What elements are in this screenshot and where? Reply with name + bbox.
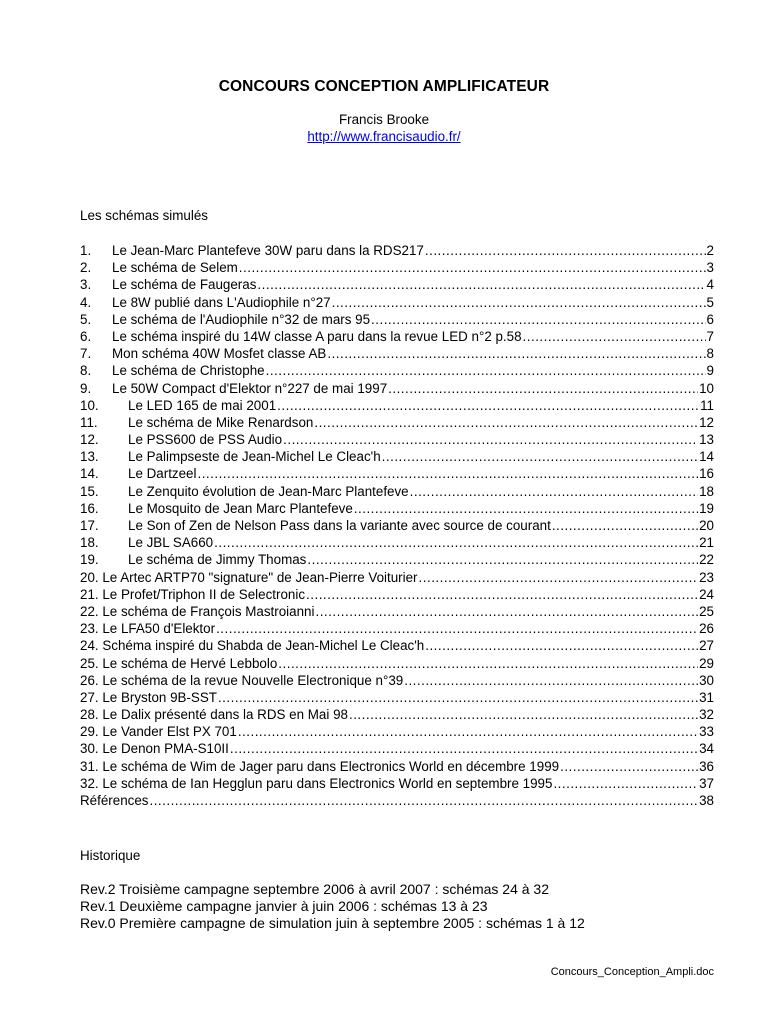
toc-entry[interactable] [80, 517, 714, 534]
toc-entry-title: Le Palimpseste de Jean-Michel Le Cleac'h [128, 449, 381, 465]
toc-entry[interactable] [80, 328, 714, 345]
toc-entry[interactable] [80, 569, 714, 586]
toc-entry[interactable] [80, 242, 714, 259]
toc-entry-number: 10. [80, 397, 99, 413]
history-entry: Rev.2 Troisième campagne septembre 2006 à avril 2007 : schémas 24 à 32 [80, 881, 549, 897]
website-link[interactable]: http://www.francisaudio.fr/ [307, 129, 461, 144]
toc-entry-number: 18. [80, 535, 99, 551]
toc-entry-number: 8. [80, 363, 92, 379]
toc-dot-leader [283, 431, 698, 448]
toc-entry[interactable] [80, 465, 714, 482]
toc-dot-leader [349, 706, 698, 723]
toc-entry-number: 15. [80, 483, 99, 499]
toc-entry-title: Le Zenquito évolution de Jean-Marc Plantefeve [128, 483, 409, 499]
toc-entry-page: 21 [699, 535, 714, 551]
document-title: CONCOURS CONCEPTION AMPLIFICATEUR [218, 78, 550, 95]
toc-entry-title: 21. Le Profet/Triphon II de Selectronic [80, 586, 306, 602]
toc-entry-page: 2 [706, 243, 714, 258]
toc-entry-number: 16. [80, 500, 99, 516]
toc-entry[interactable] [80, 775, 714, 792]
toc-entry-title: Le PSS600 de PSS Audio [128, 432, 283, 448]
toc-entry-title: 31. Le schéma de Wim de Jager paru dans Electronics World en décembre 1999 [80, 758, 560, 774]
toc-entry-page: 14 [699, 449, 714, 465]
toc-entry[interactable] [80, 620, 714, 637]
toc-entry-page: 9 [706, 363, 714, 379]
toc-entry[interactable] [80, 689, 714, 706]
author-url [0, 129, 768, 144]
history-entry: Rev.0 Première campagne de simulation juin à septembre 2005 : schémas 1 à 12 [80, 915, 585, 932]
toc-entry[interactable] [80, 740, 714, 757]
history-heading: Historique [80, 848, 141, 863]
toc-entry-page: 27 [699, 638, 714, 654]
toc-dot-leader [239, 259, 706, 276]
toc-entry[interactable] [80, 603, 714, 620]
toc-dot-leader [523, 328, 706, 345]
toc-entry[interactable] [80, 706, 714, 723]
toc-entry-page: 32 [699, 707, 714, 723]
toc-entry-title: Le Mosquito de Jean Marc Plantefeve [128, 500, 353, 516]
toc-dot-leader [216, 620, 698, 637]
toc-entry-title: 26. Le schéma de la revue Nouvelle Electronique n°39 [80, 672, 404, 688]
toc-dot-leader [332, 294, 706, 311]
toc-entry-page: 38 [699, 793, 714, 808]
toc-entry-page: 23 [699, 569, 714, 585]
toc-entry-number: 4. [80, 294, 92, 310]
toc-entry-page: 22 [699, 552, 714, 568]
toc-entry-title: 27. Le Bryston 9B-SST [80, 689, 217, 705]
toc-entry-page: 19 [699, 500, 714, 516]
toc-entry-page: 13 [699, 432, 714, 448]
toc-dot-leader [552, 517, 698, 534]
toc-entry-page: 20 [699, 518, 714, 533]
toc-entry-page: 30 [699, 672, 714, 688]
toc-entry-title: 22. Le schéma de François Mastroianni [80, 603, 315, 619]
toc-entry[interactable] [80, 534, 714, 551]
toc-entry-title: Le Son of Zen de Nelson Pass dans la variante avec source de courant [128, 518, 551, 533]
toc-entry[interactable] [80, 758, 714, 775]
toc-entry-page: 37 [699, 775, 714, 791]
table-of-contents [80, 242, 714, 809]
toc-entry[interactable] [80, 259, 714, 276]
toc-entry-title: Le schéma de Mike Renardson [128, 414, 314, 430]
toc-entry-title: Le JBL SA660 [128, 535, 214, 551]
toc-entry-title: Le 8W publié dans L'Audiophile n°27 [112, 294, 331, 310]
toc-entry-number: 3. [80, 277, 92, 293]
toc-entry[interactable] [80, 448, 714, 465]
toc-entry-title: 29. Le Vander Elst PX 701 [80, 724, 237, 740]
toc-dot-leader [371, 311, 706, 328]
toc-entry-number: 5. [80, 311, 92, 327]
toc-entry-number: 17. [80, 518, 99, 533]
toc-entry[interactable] [80, 500, 714, 517]
toc-entry-page: 11 [700, 397, 714, 413]
toc-entry-title: 28. Le Dalix présenté dans la RDS en Mai 98 [80, 707, 348, 723]
toc-dot-leader [197, 465, 698, 482]
toc-entry-title: Mon schéma 40W Mosfet classe AB [112, 346, 327, 362]
toc-entry-title: Le schéma inspiré du 14W classe A paru dans la revue LED n°2 p.58 [112, 328, 522, 344]
toc-entry-page: 10 [699, 380, 714, 396]
toc-dot-leader [314, 414, 698, 431]
toc-dot-leader [218, 689, 698, 706]
toc-dot-leader [425, 637, 698, 654]
toc-entry-title: Références [80, 793, 149, 808]
toc-entry-page: 16 [699, 466, 714, 482]
toc-dot-leader [419, 569, 699, 586]
toc-dot-leader [553, 775, 698, 792]
toc-entry[interactable] [80, 311, 714, 328]
toc-entry[interactable] [80, 294, 714, 311]
toc-entry-title: Le Dartzeel [128, 466, 197, 482]
toc-entry-title: Le Jean-Marc Plantefeve 30W paru dans la RDS217 [112, 243, 424, 258]
toc-entry-number: 7. [80, 346, 92, 362]
toc-entry-number: 1. [80, 243, 92, 258]
toc-dot-leader [388, 380, 698, 397]
toc-entry-title: Le schéma de Selem [112, 260, 238, 276]
toc-entry-title: Le LED 165 de mai 2001 [128, 397, 277, 413]
toc-dot-leader [238, 723, 698, 740]
toc-dot-leader [315, 603, 698, 620]
toc-entry-number: 2. [80, 260, 92, 276]
toc-entry-number: 19. [80, 552, 99, 568]
toc-dot-leader [257, 276, 705, 293]
revision-history [80, 881, 585, 933]
toc-dot-leader [306, 586, 698, 603]
toc-entry-page: 6 [706, 311, 714, 327]
toc-entry-title: Le schéma de Faugeras [112, 277, 257, 293]
toc-entry-page: 29 [699, 655, 714, 671]
toc-entry-title: Le schéma de l'Audiophile n°32 de mars 95 [112, 311, 371, 327]
toc-entry-title: Le schéma de Christophe [112, 363, 265, 379]
toc-dot-leader [410, 483, 698, 500]
toc-entry-number: 14. [80, 466, 99, 482]
toc-dot-leader [214, 534, 698, 551]
toc-entry-page: 34 [699, 741, 714, 757]
toc-entry[interactable] [80, 431, 714, 448]
toc-entry-page: 26 [699, 621, 714, 637]
toc-entry[interactable] [80, 655, 714, 672]
toc-heading: Les schémas simulés [80, 208, 209, 223]
toc-entry-page: 7 [706, 328, 714, 344]
toc-entry[interactable] [80, 672, 714, 689]
toc-entry-page: 5 [706, 294, 714, 310]
toc-entry[interactable] [80, 276, 714, 293]
toc-entry-number: 11. [80, 414, 98, 430]
toc-entry-page: 18 [699, 483, 714, 499]
toc-entry-title: 23. Le LFA50 d'Elektor [80, 621, 216, 637]
toc-entry-page: 36 [699, 758, 714, 774]
toc-entry-page: 8 [706, 346, 714, 362]
toc-entry-page: 12 [699, 414, 714, 430]
toc-dot-leader [307, 551, 698, 568]
toc-dot-leader [404, 672, 698, 689]
toc-dot-leader [425, 242, 706, 259]
toc-entry[interactable] [80, 551, 714, 568]
toc-entry-title: 25. Le schéma de Hervé Lebbolo [80, 655, 278, 671]
toc-entry[interactable] [80, 637, 714, 654]
toc-entry[interactable] [80, 397, 714, 414]
toc-entry[interactable] [80, 792, 714, 809]
toc-entry-page: 33 [699, 724, 714, 740]
toc-entry-page: 25 [699, 603, 714, 619]
toc-dot-leader [278, 655, 698, 672]
toc-entry[interactable] [80, 345, 714, 362]
toc-dot-leader [382, 448, 698, 465]
toc-dot-leader [560, 758, 698, 775]
toc-entry-title: 20. Le Artec ARTP70 "signature" de Jean-Pierre Voiturier [80, 569, 418, 585]
toc-entry[interactable] [80, 362, 714, 379]
toc-dot-leader [149, 792, 698, 809]
toc-entry[interactable] [80, 586, 714, 603]
toc-dot-leader [266, 362, 706, 379]
toc-dot-leader [354, 500, 698, 517]
toc-entry[interactable] [80, 483, 714, 500]
toc-entry-number: 13. [80, 449, 99, 465]
toc-entry-title: Le 50W Compact d'Elektor n°227 de mai 1997 [112, 380, 388, 396]
toc-dot-leader [327, 345, 705, 362]
toc-entry-page: 24 [699, 586, 714, 602]
toc-entry-page: 31 [699, 689, 714, 705]
toc-entry-title: 32. Le schéma de Ian Hegglun paru dans Electronics World en septembre 1995 [80, 775, 553, 791]
toc-entry[interactable] [80, 414, 714, 431]
toc-entry[interactable] [80, 723, 714, 740]
toc-entry-number: 12. [80, 432, 99, 448]
toc-entry-title: Le schéma de Jimmy Thomas [128, 552, 307, 568]
toc-entry-number: 9. [80, 380, 92, 396]
toc-entry-number: 6. [80, 328, 92, 344]
toc-entry-title: 30. Le Denon PMA-S10II [80, 741, 229, 757]
toc-entry[interactable] [80, 380, 714, 397]
toc-entry-title: 24. Schéma inspiré du Shabda de Jean-Michel Le Cleac'h [80, 638, 425, 654]
toc-dot-leader [230, 740, 698, 757]
author-name: Francis Brooke [338, 112, 430, 127]
history-entry: Rev.1 Deuxième campagne janvier à juin 2006 : schémas 13 à 23 [80, 898, 488, 915]
toc-entry-page: 3 [706, 260, 714, 276]
footer-filename: Concours_Conception_Ampli.doc [550, 966, 714, 978]
toc-entry-page: 4 [706, 277, 714, 293]
toc-dot-leader [277, 397, 699, 414]
